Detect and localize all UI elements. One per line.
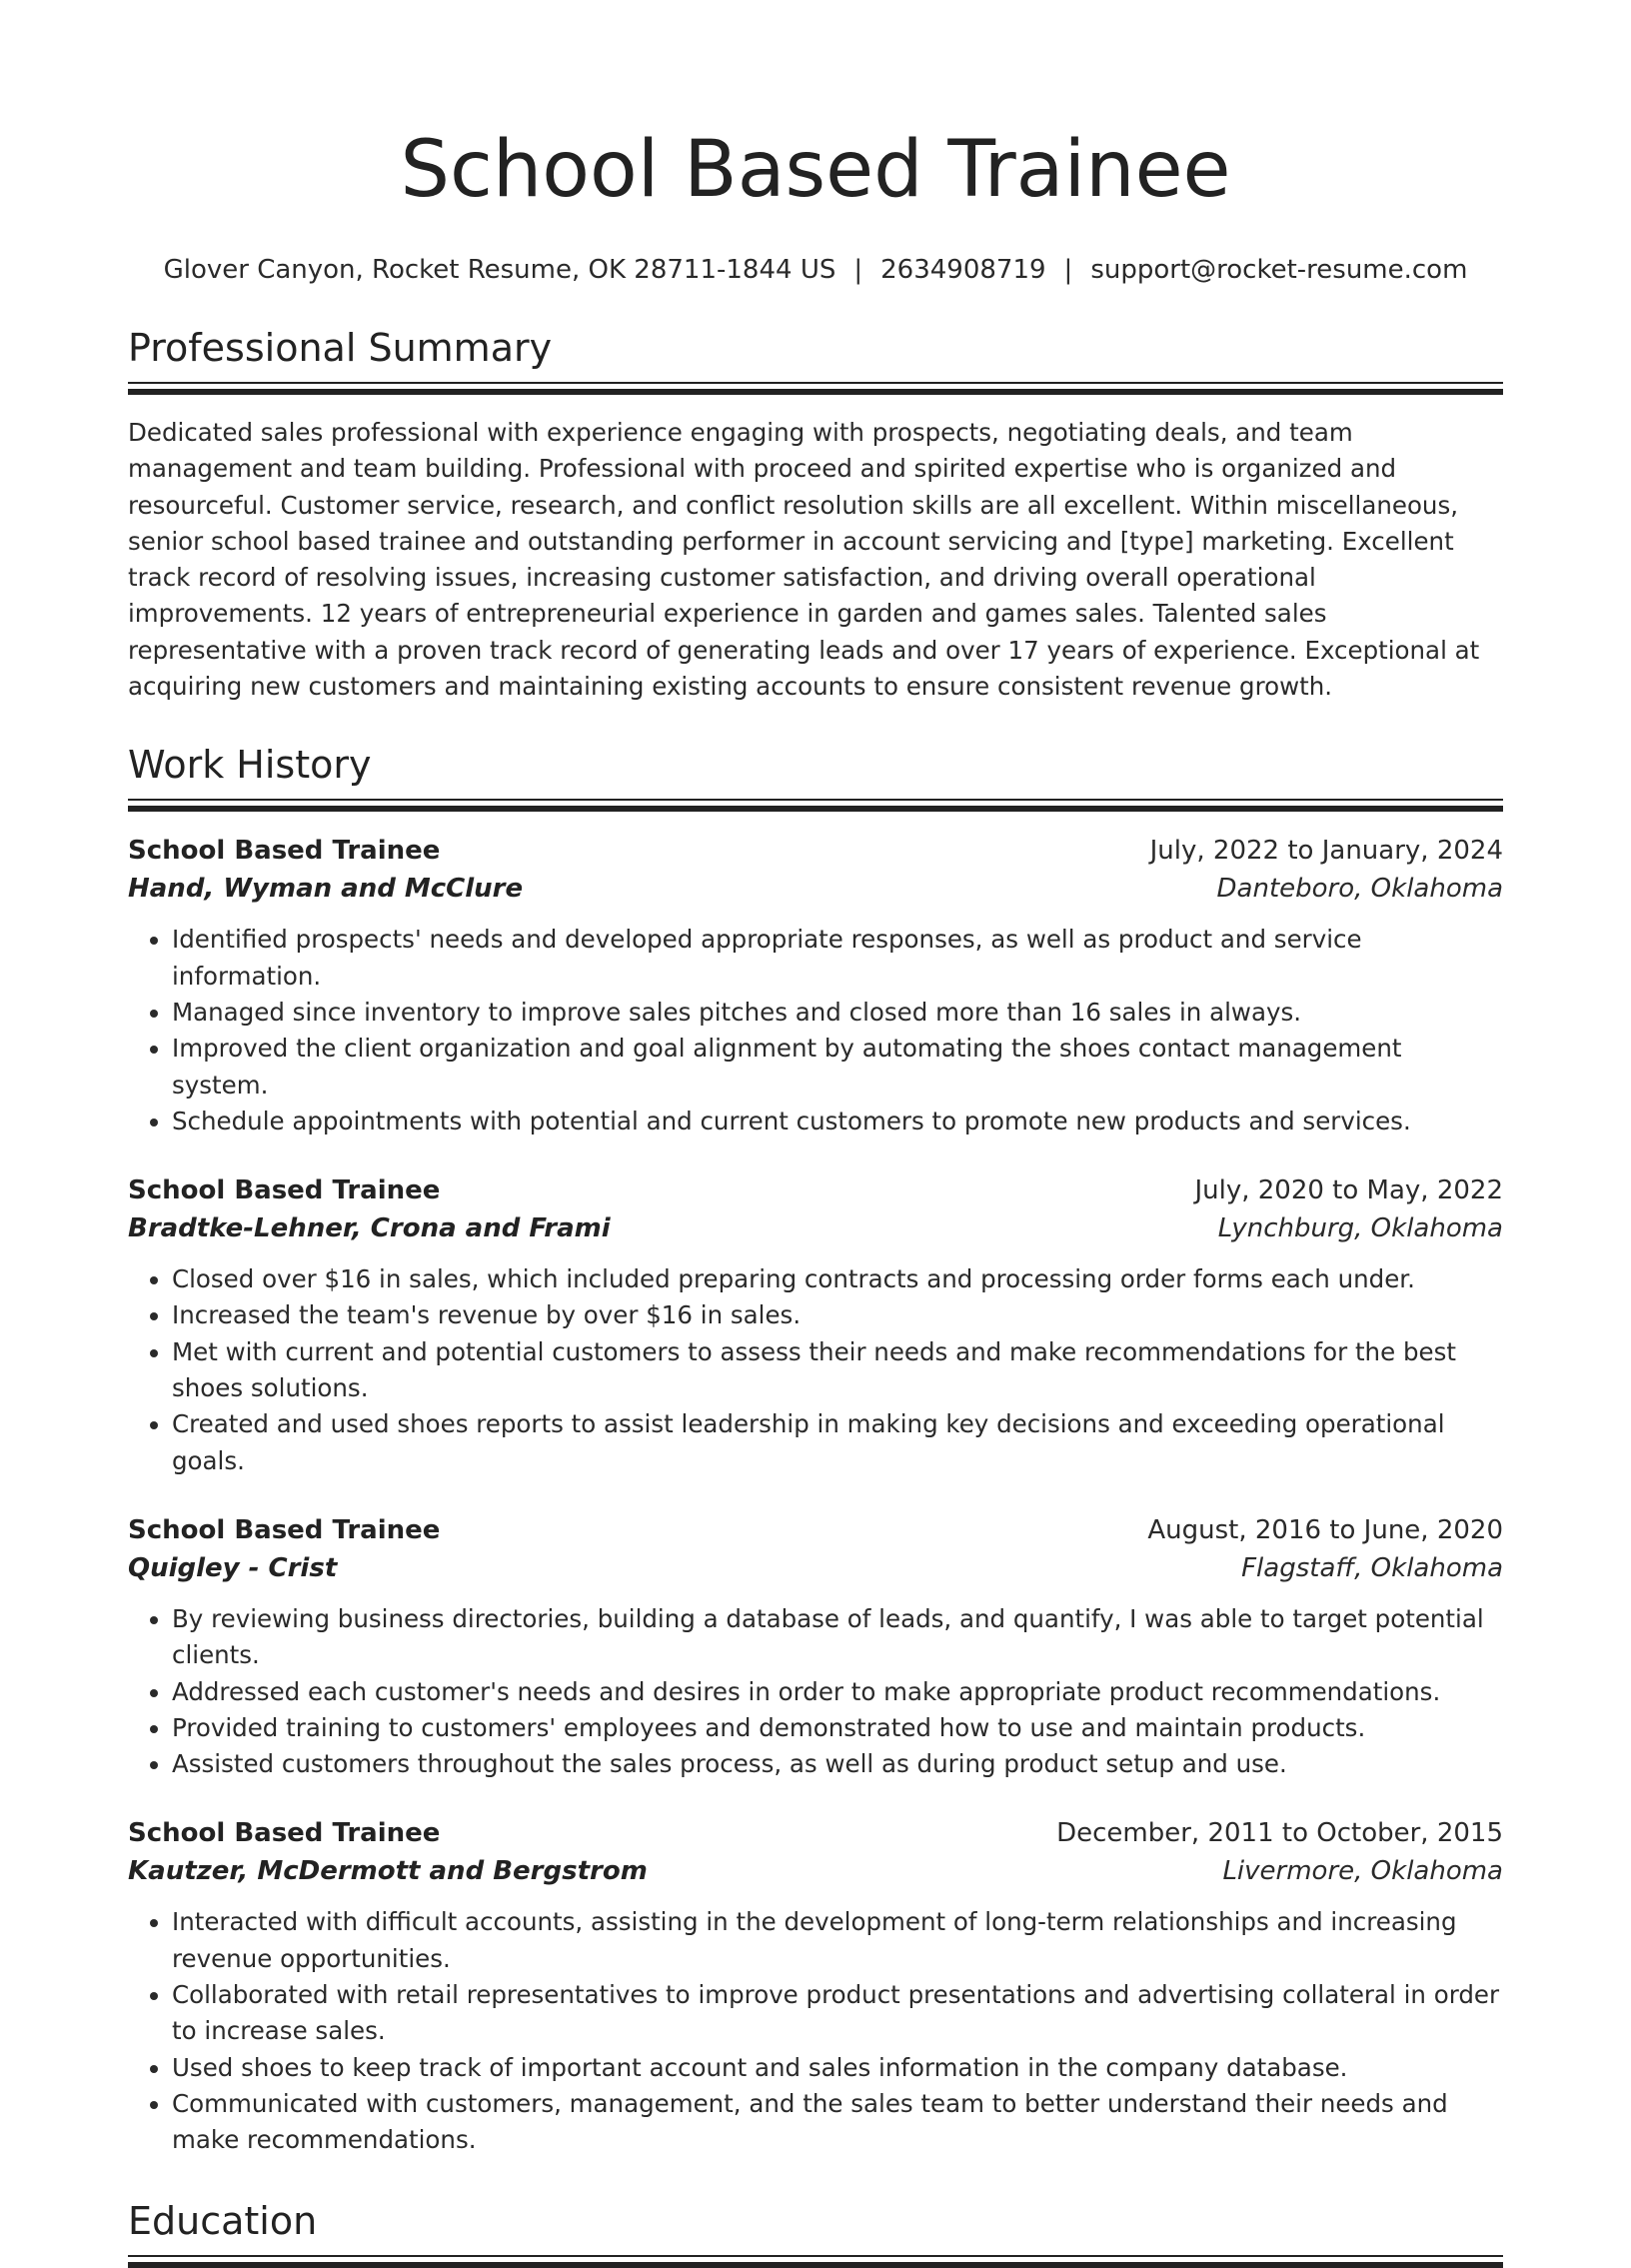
job-bullet: • Identified prospects' needs and developed appropriate responses, as well as product and service information. bbox=[172, 922, 1503, 995]
section-divider bbox=[128, 382, 1503, 395]
job-bullet: • Provided training to customers' employees and demonstrated how to use and maintain products. bbox=[172, 1710, 1503, 1746]
section-title-education: Education bbox=[128, 2198, 318, 2243]
contact-address: Glover Canyon, Rocket Resume, OK 28711-1844 US bbox=[163, 255, 836, 285]
job-entry bbox=[128, 832, 1503, 1139]
contact-phone: 2634908719 bbox=[880, 255, 1046, 285]
candidate-name: School Based Trainee bbox=[400, 125, 1231, 215]
job-location: Lynchburg, Oklahoma bbox=[1217, 1213, 1503, 1244]
job-bullet: • Created and used shoes reports to assist leadership in making key decisions and exceeding operational goals. bbox=[172, 1406, 1503, 1479]
job-title: School Based Trainee bbox=[128, 1175, 441, 1206]
job-location: Danteboro, Oklahoma bbox=[1216, 874, 1503, 905]
professional-summary-section bbox=[128, 324, 1503, 705]
job-bullet: • Interacted with difficult accounts, assisting in the development of long-term relationships and increasing revenue opportunities. bbox=[172, 1904, 1503, 1977]
job-bullets bbox=[128, 1261, 1503, 1479]
job-entry bbox=[128, 1814, 1503, 2158]
contact-separator: | bbox=[1063, 255, 1073, 285]
job-bullet: • Managed since inventory to improve sales pitches and closed more than 16 sales in always. bbox=[172, 995, 1503, 1031]
section-title-summary: Professional Summary bbox=[128, 326, 553, 370]
job-bullet: • Used shoes to keep track of important account and sales information in the company database. bbox=[172, 2050, 1503, 2086]
job-dates: July, 2020 to May, 2022 bbox=[1194, 1175, 1503, 1206]
contact-email[interactable]: support@rocket-resume.com bbox=[1090, 255, 1468, 285]
job-title: School Based Trainee bbox=[128, 1514, 441, 1545]
job-bullets bbox=[128, 922, 1503, 1139]
job-bullet: • Improved the client organization and goal alignment by automating the shoes contact management system. bbox=[172, 1031, 1503, 1104]
work-history-section bbox=[128, 741, 1503, 2158]
job-dates: August, 2016 to June, 2020 bbox=[1147, 1514, 1503, 1545]
job-bullet: • Collaborated with retail representatives to improve product presentations and advertising collateral in order to increase sales. bbox=[172, 1977, 1503, 2050]
job-bullet: • Increased the team's revenue by over $16 in sales. bbox=[172, 1297, 1503, 1333]
job-dates: July, 2022 to January, 2024 bbox=[1149, 836, 1503, 867]
section-divider bbox=[128, 2255, 1503, 2268]
job-bullet: • Communicated with customers, management, and the sales team to better understand their needs and make recommendations. bbox=[172, 2086, 1503, 2159]
section-divider bbox=[128, 799, 1503, 812]
job-bullet: • Assisted customers throughout the sales process, as well as during product setup and use. bbox=[172, 1746, 1503, 1782]
job-company: Hand, Wyman and McClure bbox=[128, 874, 524, 905]
section-title-work: Work History bbox=[128, 743, 372, 788]
contact-separator: | bbox=[853, 255, 863, 285]
job-company: Bradtke-Lehner, Crona and Frami bbox=[128, 1213, 611, 1244]
job-entry bbox=[128, 1171, 1503, 1479]
education-section bbox=[128, 2197, 1503, 2268]
job-bullet: • Closed over $16 in sales, which included preparing contracts and processing order forms each under. bbox=[172, 1261, 1503, 1297]
job-bullets bbox=[128, 1601, 1503, 1782]
job-bullet: • Met with current and potential customers to assess their needs and make recommendations for the best shoes solutions. bbox=[172, 1334, 1503, 1407]
job-location: Flagstaff, Oklahoma bbox=[1241, 1552, 1503, 1583]
job-bullet: • By reviewing business directories, building a database of leads, and quantify, I was able to target potential clients. bbox=[172, 1601, 1503, 1674]
job-bullet: • Addressed each customer's needs and desires in order to make appropriate product recommendations. bbox=[172, 1674, 1503, 1710]
job-title: School Based Trainee bbox=[128, 836, 441, 867]
job-entry bbox=[128, 1511, 1503, 1782]
job-title: School Based Trainee bbox=[128, 1818, 441, 1849]
job-dates: December, 2011 to October, 2015 bbox=[1056, 1818, 1503, 1849]
job-company: Quigley - Crist bbox=[128, 1552, 338, 1583]
job-company: Kautzer, McDermott and Bergstrom bbox=[128, 1856, 648, 1887]
contact-line bbox=[128, 254, 1503, 286]
summary-text: Dedicated sales professional with experience engaging with prospects, negotiating deals, and team management and team building. Professional with proceed and spirited expertise who is organized and resourceful. Customer service, research, and conflict resolution skills are all excellent. Within miscellaneous, senior school based trainee and outstanding performer in account servicing and [type] marketing. Excellent track record of resolving issues, increasing customer satisfaction, and driving overall operational improvements. 12 years of entrepreneurial experience in garden and games sales. Talented sales representative with a proven track record of generating leads and over 17 years of experience. Exceptional at acquiring new customers and maintaining existing accounts to ensure consistent revenue growth. bbox=[128, 418, 1480, 702]
job-bullets bbox=[128, 1904, 1503, 2158]
job-bullet: • Schedule appointments with potential and current customers to promote new products and services. bbox=[172, 1104, 1503, 1139]
job-location: Livermore, Oklahoma bbox=[1222, 1856, 1503, 1887]
